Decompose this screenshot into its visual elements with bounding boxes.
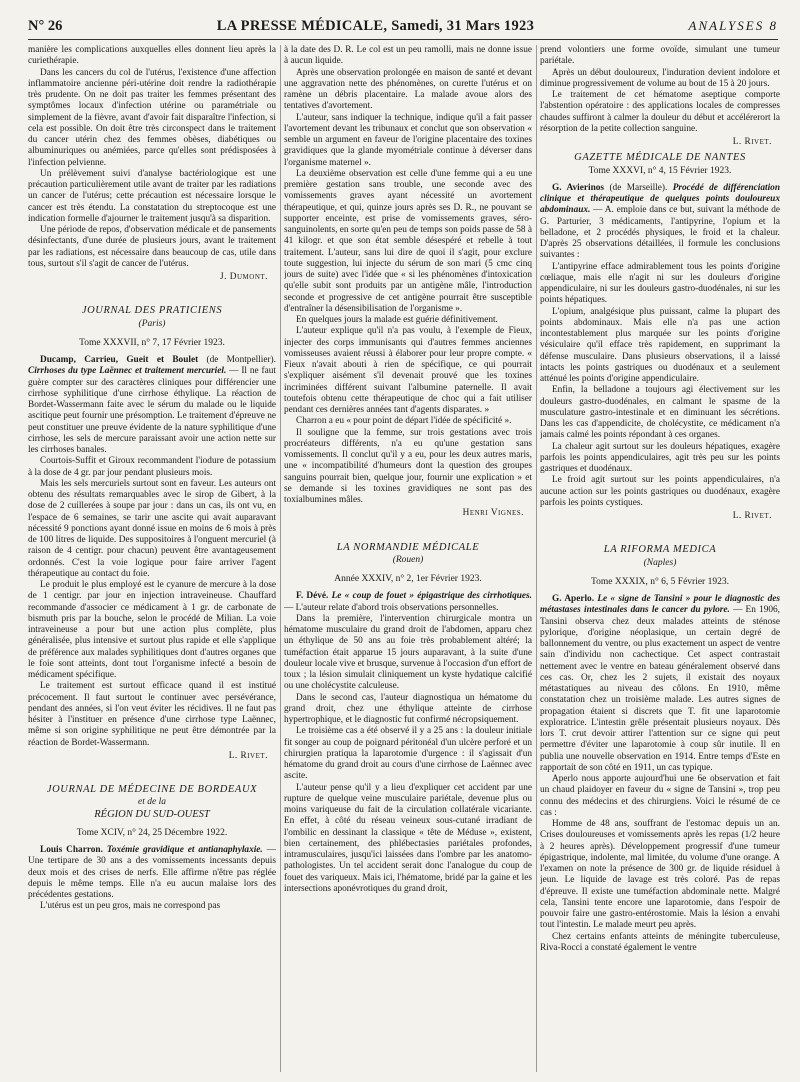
paragraph: Enfin, la belladone a toujours agi électivement sur les douleurs gastro-duodénales, en calmant le spasme de la musculature gastro-intestinale et en diminuant les sécrétions. Dans les cas d'appendicite, de cholécystite, ce médicament n'a jamais calmé les points répondant à ces organes. [540, 385, 780, 441]
paragraph: Une période de repos, d'observation médicale et de pansements désinfectants, d'une durée de plusieurs jours, avant le traitement par les radiations, est nécessaire dans beaucoup de cas, utile dans tous, surtout s'il s'agit de cancer de l'utérus. [28, 225, 276, 269]
article-authors: F. Dévé. [296, 591, 329, 602]
signature: L. Rivet. [732, 511, 772, 521]
signature: L. Rivet. [228, 750, 268, 761]
article-text: — L'auteur relate d'abord trois observations personnelles. [284, 602, 499, 613]
journal-subtitle: et de la [138, 797, 166, 808]
paragraph: Le produit le plus employé est le cyanure de mercure à la dose de 1 centigr. par jour en injection intraveineuse. Chauffard recommande d'associer ce médicament à 1 gr. de carbonate de bismuth pris par la bouche, selon le procédé de Milian. La voie intraveineuse a pour but une action plus complète, plus généralisée, plus intensive et surtout plus rapide et elle s'applique de préférence aux malades syphilitiques dont d'autres organes que le foie sont atteints, dont tout l'organisme infecté a besoin de médicament spécifique. [28, 580, 276, 680]
paragraph: Courtois-Suffit et Giroux recommandent l'iodure de potassium à la dose de 4 gr. par jour pendant plusieurs mois. [28, 456, 276, 478]
paragraph: Un prélèvement suivi d'analyse bactériologique est une précaution particulièrement utile avant de traiter par les radiations un cancer de l'utérus; cette précaution est nécessaire lorsque le cancer est très étendu. La constatation du streptocoque est une indication formelle d'ajourner le traitement jusqu'à sa disparition. [28, 168, 276, 224]
paragraph: Le froid agit surtout sur les points appendiculaires, n'a aucune action sur les points gastriques ou duodénaux, exagère parfois les points cystiques. [540, 475, 780, 508]
paragraph: prend volontiers une forme ovoïde, simulant une tumeur pariétale. [540, 45, 780, 67]
article-authors: Louis Charron. [40, 845, 103, 855]
author-affiliation: (de Montpellier). [198, 355, 276, 365]
article-lead [28, 355, 276, 456]
journal-issue: Tome XXXVI, n° 4, 15 Février 1923. [588, 165, 732, 176]
article-lead [284, 591, 532, 614]
paragraph: L'auteur, sans indiquer la technique, indique qu'il a fait passer l'avortement devant les tribunaux et conclut que son observation « semble un argument en faveur de l'origine placentaire des toxines gravidiques que la glande myométriale continue à déverser dans l'organisme maternel ». [284, 112, 532, 168]
paragraph: Il souligne que la femme, sur trois gestations avec trois procréateurs différents, n'a eu qu'une gestation sans vomissements. Il conclut qu'il y a eu, pour les deux autres maris, une « incompatibilité d'humeurs dont la question des groupes sanguins pourrait bien, quelque jour, fournir une explication » et se demande si les toxines gravidiques ne sont pas des toxialbumines mâles. [284, 427, 532, 505]
header-rule [28, 39, 778, 40]
journal-subtitle: RÉGION DU SUD-OUEST [94, 808, 210, 820]
journal-title: LA NORMANDIE MÉDICALE [336, 541, 480, 553]
article-title: Toxémie gravidique et antianaphylaxie. [102, 845, 263, 855]
paragraph: Aperlo nous apporte aujourd'hui une 6e observation et fait un chaud plaidoyer en faveur du « signe de Tansini », trop peu connu des médecins et des chirurgiens. Voici le résumé de ce cas : [540, 774, 780, 818]
journal-title: JOURNAL DE MÉDECINE DE BORDEAUX [46, 784, 258, 795]
author-affiliation: (de Marseille). [604, 182, 673, 193]
article-title: Cirrhoses du type Laënnec et traitement mercuriel. [28, 366, 227, 377]
paragraph: L'antipyrine efface admirablement tous les points d'origine cœliaque, mais elle n'agit ni sur les douleurs d'origine appendiculaire, ni sur les douleurs gastro-duodénales, ni sur les points hépatiques. [540, 261, 780, 306]
article-lead [540, 183, 780, 262]
paragraph: La chaleur agit surtout sur les douleurs hépatiques, exagère parfois les points appendiculaires, agit très peu sur les points gastriques et duodénaux. [540, 441, 780, 474]
article-authors: G. Aperlo. [552, 594, 595, 604]
paragraph: Chez certains enfants atteints de méningite tuberculeuse, Riva-Rocci a constaté également le ventre [540, 931, 780, 953]
article-title: Le « signe de Tansini » pour le diagnostic des métastases intestinales dans le cancer du pylore. [540, 594, 780, 616]
paragraph: Dans les cancers du col de l'utérus, l'existence d'une affection inflammatoire ancienne péri-utérine doit rendre la radiothérapie très prudente. On ne doit pas traiter les femmes présentant des symptômes locaux d'infection utérine ou paramétriale ou simplement de la fièvre, avant d'avoir fait disparaître l'infection, si cela est possible. On doit être très circonspect dans le traitement du cancer utérin chez des femmes obèses, diabétiques ou albuminuriques ou anémiées, parce qu'elles sont prédisposées à l'infection pelvienne. [28, 67, 276, 168]
paragraph: Le troisième cas a été observé il y a 25 ans : la douleur initiale fit songer au coup de poignard péritonéal d'un ulcère perforé et un chirurgien pratiqua la laparotomie d'urgence : il s'agissait d'un hématome du grand droit au cours d'une cirrhose de Laënnec avec ascite. [284, 726, 532, 782]
paragraph: Dans le second cas, l'auteur diagnostiqua un hématome du grand droit, chez une éthylique atteinte de cirrhose hypertrophique, et le diagnostic fut confirmé nécropsiquement. [284, 692, 532, 725]
journal-issue: Tome XCIV, n° 24, 25 Décembre 1922. [76, 827, 228, 838]
signature: Henri Vignes. [462, 508, 524, 519]
paragraph: Le traitement de cet hématome aseptique comporte l'abstention opératoire : des applications locales de compresses chaudes suffiront à calmer la douleur du début et accélérerort la résorption de la petite collection sanguine. [540, 90, 780, 134]
article-text: — En 1906, Tansini observa chez deux malades atteints de sténose pylorique, d'origine néoplasique, un certain degré de ballonnement du ventre, ou plus exactement un aspect de ventre sain d'individu non cachectique. Cet aspect contrastait nettement avec le ventre en bateau généralement observé dans ces cas. Or, chez les 2 sujets, il existait des noyaux métastatiques au niveau des côlons. En 1910, même constatation chez un troisième malade. Les autres signes de propagation étaient si discrets que T. fit une laparotomie exploratrice. L'intestin grêle présentait plusieurs noyaux. Dès lors T. crut devoir attirer l'attention sur ce signe qui peut permettre d'éviter une laparotomie à coup sûr inutile. Il en publia une nouvelle observation en 1914. Entre temps d'Este en rapportait de son côté en 1911, un cas typique. [540, 605, 780, 773]
journal-issue: Tome XXXVII, n° 7, 17 Février 1923. [79, 337, 225, 348]
column-2 [284, 45, 532, 1072]
article-authors: Ducamp, Carrieu, Gueit et Boulet [40, 355, 199, 365]
section-label: ANALYSES 8 [688, 18, 778, 33]
paragraph: manière les complications auxquelles elles donnent lieu après la curiethérapie. [28, 45, 276, 67]
paragraph: L'auteur explique qu'il n'a pas voulu, à l'exemple de Fieux, injecter des corps immunisants qui d'autres femmes anciennes vomisseuses avaient réussi à élaborer pour leur propre compte. « Fieux n'avait abouti à rien de spécifique, ce qui pourrait s'expliquer aisément s'il devenait prouvé que les toxines incriminées différent suivant l'albumine paternelle. Il avait toutefois obtenu cette thérapeutique de choc qui a fait utiliser pendant ces dernières années tant d'agents disparates. » [284, 326, 532, 415]
paragraph: Homme de 48 ans, souffrant de l'estomac depuis un an. Crises douloureuses et vomissements après les repas (1/2 heure à 2 heures après). Développement progressif d'une tumeur épigastrique, indolente, mal limitée, du volume d'une orange. A l'examen on note la présence de 300 gr. de liquide résiduel à jeun. Le liquide de lavage est très coloré. Pas de repas d'épreuve. Il existe une tuméfaction abdominale nette. Malgré cela, Tansini tente encore une laparotomie, dans l'espoir de pouvoir faire une gastro-entérostomie. Mais la lésion a envahi tout l'intestin. Le malade meurt peu après. [540, 819, 780, 931]
page-header [28, 18, 778, 38]
paragraph: En quelques jours la malade est guérie définitivement. [296, 315, 498, 325]
signature: J. Dumont. [220, 272, 268, 282]
paragraph: L'utérus est un peu gros, mais ne correspond pas [40, 901, 221, 912]
paragraph: La deuxième observation est celle d'une femme qui a eu une première gestation sans trouble, une seconde avec des vomissements graves ayant nécessité un avortement thérapeutique, et qui, quinze jours après ses D. R., ne pouvant se supporter enceinte, est prise de vomissements graves, séro-sanguinolents, en sorte qu'en peu de temps son poids passe de 58 à 41 kilogr. et que son état semble désespéré et rebelle à tout traitement. L'auteur, sans lui dire de quoi il s'agit, pour exclure toute suggestion, lui injecte du sérum de son mari (5 cmc cinq jours de suite) avec l'idée que « si les phénomènes d'intoxication qu'elle subit sont produits par un antigène mâle, l'introduction seconde et progressive de cet antigène pourrait être susceptible d'entraîner la désensibilisation de l'organisme ». [284, 168, 532, 314]
paragraph: Dans la première, l'intervention chirurgicale montra un hématome musculaire du grand droit de l'abdomen, apparu chez un éthylique de 50 ans au foie très probablement altéré; la tuméfaction était apparue 15 jours auparavant, à la suite d'une douleur locale vive et brusque, survenue à l'occasion d'un effort de toux ; la lésion simulait cliniquement un kyste hydatique calcifié ou une cholécystite calculeuse. [284, 613, 532, 692]
paragraph: Charron a eu « pour point de départ l'idée de spécificité ». [296, 416, 512, 427]
paragraph: Après une observation prolongée en maison de santé et devant une aggravation nette des phénomènes, on curette l'utérus et on ramène un débris placentaire. La malade avoue alors des tentatives d'avortement. [284, 67, 532, 112]
journal-city: (Naples) [643, 557, 677, 568]
paragraph: L'auteur pense qu'il y a lieu d'expliquer cet accident par une rupture de quelque veine musculaire pariétale, devenue plus ou moins variqueuse du fait de la circulation collatérale vicariante. En effet, à côté du réseau veineux sous-cutané irradiant de l'ombilic en dessinant la classique « tête de Méduse », existent, bien certainement, des phlébectasies pariétales profondes, intramusculaires, jusqu'ici laissées dans l'ombre par les anatomo-pathologistes. Un tel accident serait donc l'analogue du coup de fouet des variqueux. Mais ici, l'hématome, bridé par la gaine et les intersections aponévrotiques du grand droit, [284, 782, 532, 894]
journal-title: LA RIFORMA MEDICA [603, 544, 717, 556]
article-lead [28, 845, 276, 901]
article-authors: G. Avierinos [552, 182, 605, 193]
article-title: Procédé de différenciation clinique et thérapeutique de quelques points douloureux abdominaux. [540, 182, 780, 216]
journal-title: JOURNAL DES PRATICIENS [81, 305, 223, 317]
paragraph: à la date des D. R. Le col est un peu ramolli, mais ne donne issue à aucun liquide. [284, 45, 532, 67]
paragraph: Mais les sels mercuriels surtout sont en faveur. Les auteurs ont obtenu des résultats remarquables avec le sirop de Gibert, à la dose de 2 cuillerées à soupe par jour : dans un cas, ils ont vu, en l'espace de 6 semaines, se tarir une ascite qui avait auparavant nécessité 9 ponctions ayant donné issue en moins de 6 mois à près de 100 litres de liquide. Des suppositoires à l'onguent mercuriel (à raison de 4 centigr. pour chacun) peuvent être avantageusement ordonnés. C'est la voie logique pour faire arriver l'agent thérapeutique au contact du foie. [28, 478, 276, 579]
column-divider [536, 45, 537, 1072]
article-text: — Il ne faut guère compter sur des caractères cliniques pour différencier une cirrhose syphilitique d'une cirrhose éthylique. La réaction de Bordet-Wassermann faite avec le sérum du malade ou le liquide ascitique peut fournir une présomption. Le traitement d'épreuve ne peut constituer une preuve évidente de la nature syphilitique d'une cirrhose, les sels de mercure paraissant avoir une action nette sur les cirrhoses banales. [28, 366, 276, 455]
column-divider [280, 45, 281, 1072]
paragraph: Après un début douloureux, l'induration devient indolore et diminue progressivement de volume au bout de 15 à 20 jours. [540, 67, 780, 89]
column-3 [540, 45, 780, 1072]
signature: L. Rivet. [732, 137, 772, 147]
column-1 [28, 45, 276, 1072]
article-lead [540, 594, 780, 774]
article-title: Le « coup de fouet » épigastrique des cirrhotiques. [328, 591, 532, 602]
paragraph: L'opium, analgésique plus puissant, calme la plupart des points abdominaux. Mais elle n'a pas une action incontestablement plus marquée sur les points d'origine vésiculaire qu'il efface très rapidement, en supprimant la défense musculaire. Dans plusieurs observations, il a laissé intacts les points gastriques ou duodénaux et a seulement atténué les points d'origine appendiculaire. [540, 306, 780, 384]
journal-title: GAZETTE MÉDICALE DE NANTES [574, 152, 746, 164]
journal-city: (Paris) [138, 318, 166, 329]
masthead-title: LA PRESSE MÉDICALE, Samedi, 31 Mars 1923 [216, 18, 535, 34]
journal-city: (Rouen) [392, 554, 424, 565]
article-text: — A. emploie dans ce but, suivant la méthode de G. Parturier, 3 médicaments, l'antipyrine, l'opium et la belladone, et 2 procédés physiques, le froid et la chaleur. D'après 25 observations détaillées, il formule les conclusions suivantes : [540, 205, 780, 261]
article-text: — Une tertipare de 30 ans a des vomissements incessants depuis deux mois et des crises de nerfs. Elle affirme n'être pas réglée depuis le même temps. Elle n'a eu aucun malaise lors des précédentes gestations. [28, 845, 276, 900]
paragraph: Le traitement est surtout efficace quand il est institué précocement. Il faut surtout le continuer avec persévérance, pendant des années, si l'on veut éviter les récidives. Il ne faut pas hésiter à l'instituer en présence d'une cirrhose type Laënnec, même si son origine syphilitique ne peut être démontrée par la réaction de Bordet-Wassermann. [28, 681, 276, 748]
journal-issue: Année XXXIV, n° 2, 1er Février 1923. [334, 574, 482, 584]
journal-issue: Tome XXXIX, n° 6, 5 Février 1923. [591, 576, 729, 587]
page-number: N° 26 [28, 18, 63, 34]
